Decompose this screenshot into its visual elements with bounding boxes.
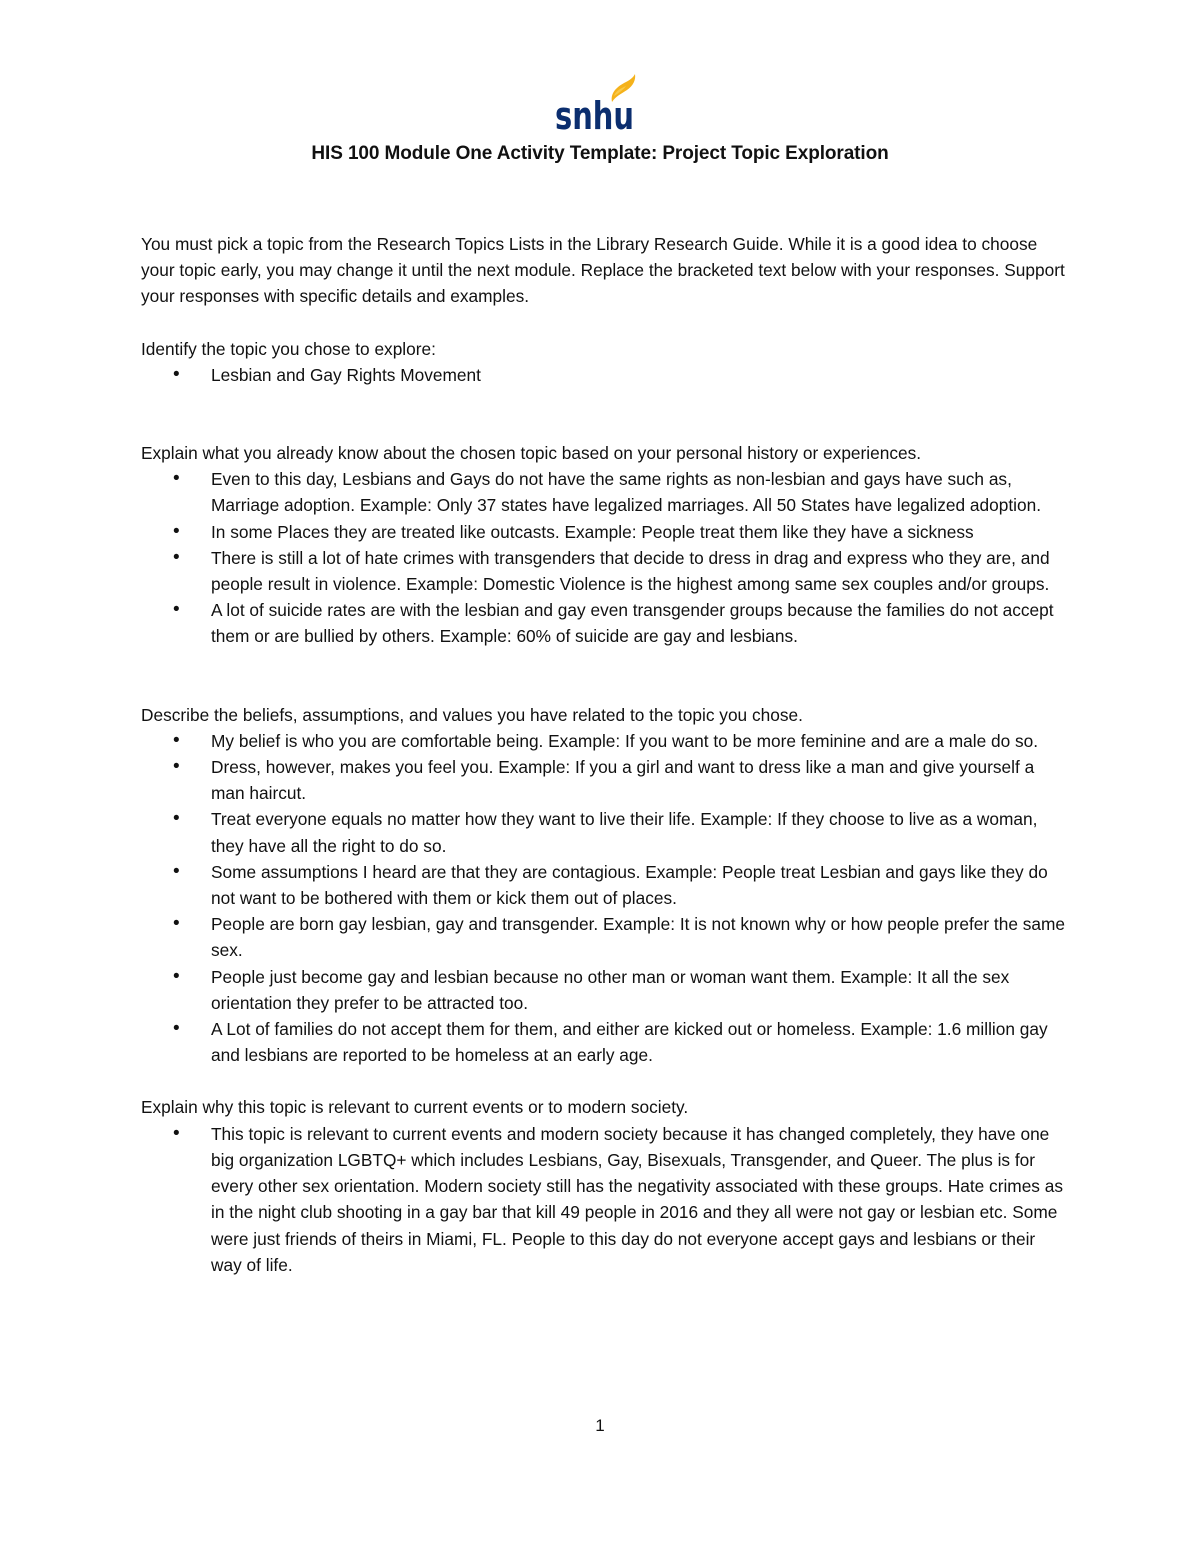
list-item: • This topic is relevant to current events and modern society because it has changed completely, they have one big organization LGBTQ+ which includes Lesbians, Gay, Bisexuals, Transgender, and Queer. The plus is for every other sex orientation. Modern society still has the negativity associated with these groups. Hate crimes as in the night club shooting in a gay bar that kill 49 people in 2016 and they all were not gay or lesbian etc. Some were just friends of theirs in Miami, FL. People to this day do not everyone accept gays and lesbians or their way of life. xyxy=(141,1121,1066,1278)
section-prompt-topic: Identify the topic you chose to explore: xyxy=(141,338,436,359)
document-body xyxy=(141,231,1066,1278)
logo-text: snhu xyxy=(555,94,634,138)
list-item: • A lot of suicide rates are with the lesbian and gay even transgender groups because the families do not accept them or are bullied by others. Example: 60% of suicide are gay and lesbians. xyxy=(141,597,1066,649)
list-item: • Some assumptions I heard are that they are contagious. Example: People treat Lesbian and gays like they do not want to be bothered with them or kick them out of places. xyxy=(141,859,1066,911)
list-item: • My belief is who you are comfortable being. Example: If you want to be more feminine and are a male do so. xyxy=(141,728,1066,754)
beliefs-list xyxy=(141,728,1066,1069)
document-title: HIS 100 Module One Activity Template: Project Topic Exploration xyxy=(311,143,889,164)
relevance-list xyxy=(141,1121,1066,1278)
list-item: • In some Places they are treated like outcasts. Example: People treat them like they have a sickness xyxy=(141,519,1066,545)
snhu-logo xyxy=(554,72,638,138)
section-prompt-beliefs: Describe the beliefs, assumptions, and values you have related to the topic you chose. xyxy=(141,704,803,725)
section-prompt-knowledge: Explain what you already know about the chosen topic based on your personal history or experiences. xyxy=(141,443,922,464)
intro-paragraph: You must pick a topic from the Research Topics Lists in the Library Research Guide. While it is a good idea to choose your topic early, you may change it until the next module. Replace the bracketed text below with your responses. Support your responses with specific details and examples. xyxy=(141,234,1065,307)
section-prompt-relevance: Explain why this topic is relevant to current events or to modern society. xyxy=(141,1097,689,1118)
list-item: • A Lot of families do not accept them for them, and either are kicked out or homeless. Example: 1.6 million gay and lesbians are reported to be homeless at an early age. xyxy=(141,1016,1066,1068)
knowledge-list xyxy=(141,466,1066,649)
page-number: 1 xyxy=(595,1416,605,1435)
list-item: • There is still a lot of hate crimes with transgenders that decide to dress in drag and express who they are, and people result in violence. Example: Domestic Violence is the highest among same sex couples and/or groups. xyxy=(141,545,1066,597)
topic-list xyxy=(141,362,1066,388)
list-item: • People just become gay and lesbian because no other man or woman want them. Example: It all the sex orientation they prefer to be attracted too. xyxy=(141,964,1066,1016)
list-item: • Lesbian and Gay Rights Movement xyxy=(141,362,1066,388)
list-item: • Even to this day, Lesbians and Gays do not have the same rights as non-lesbian and gays have such as, Marriage adoption. Example: Only 37 states have legalized marriages. All 50 States have legalized adoption. xyxy=(141,466,1066,518)
list-item: • People are born gay lesbian, gay and transgender. Example: It is not known why or how people prefer the same sex. xyxy=(141,911,1066,963)
list-item: • Treat everyone equals no matter how they want to live their life. Example: If they choose to live as a woman, they have all the right to do so. xyxy=(141,806,1066,858)
list-item: • Dress, however, makes you feel you. Example: If you a girl and want to dress like a man and give yourself a man haircut. xyxy=(141,754,1066,806)
